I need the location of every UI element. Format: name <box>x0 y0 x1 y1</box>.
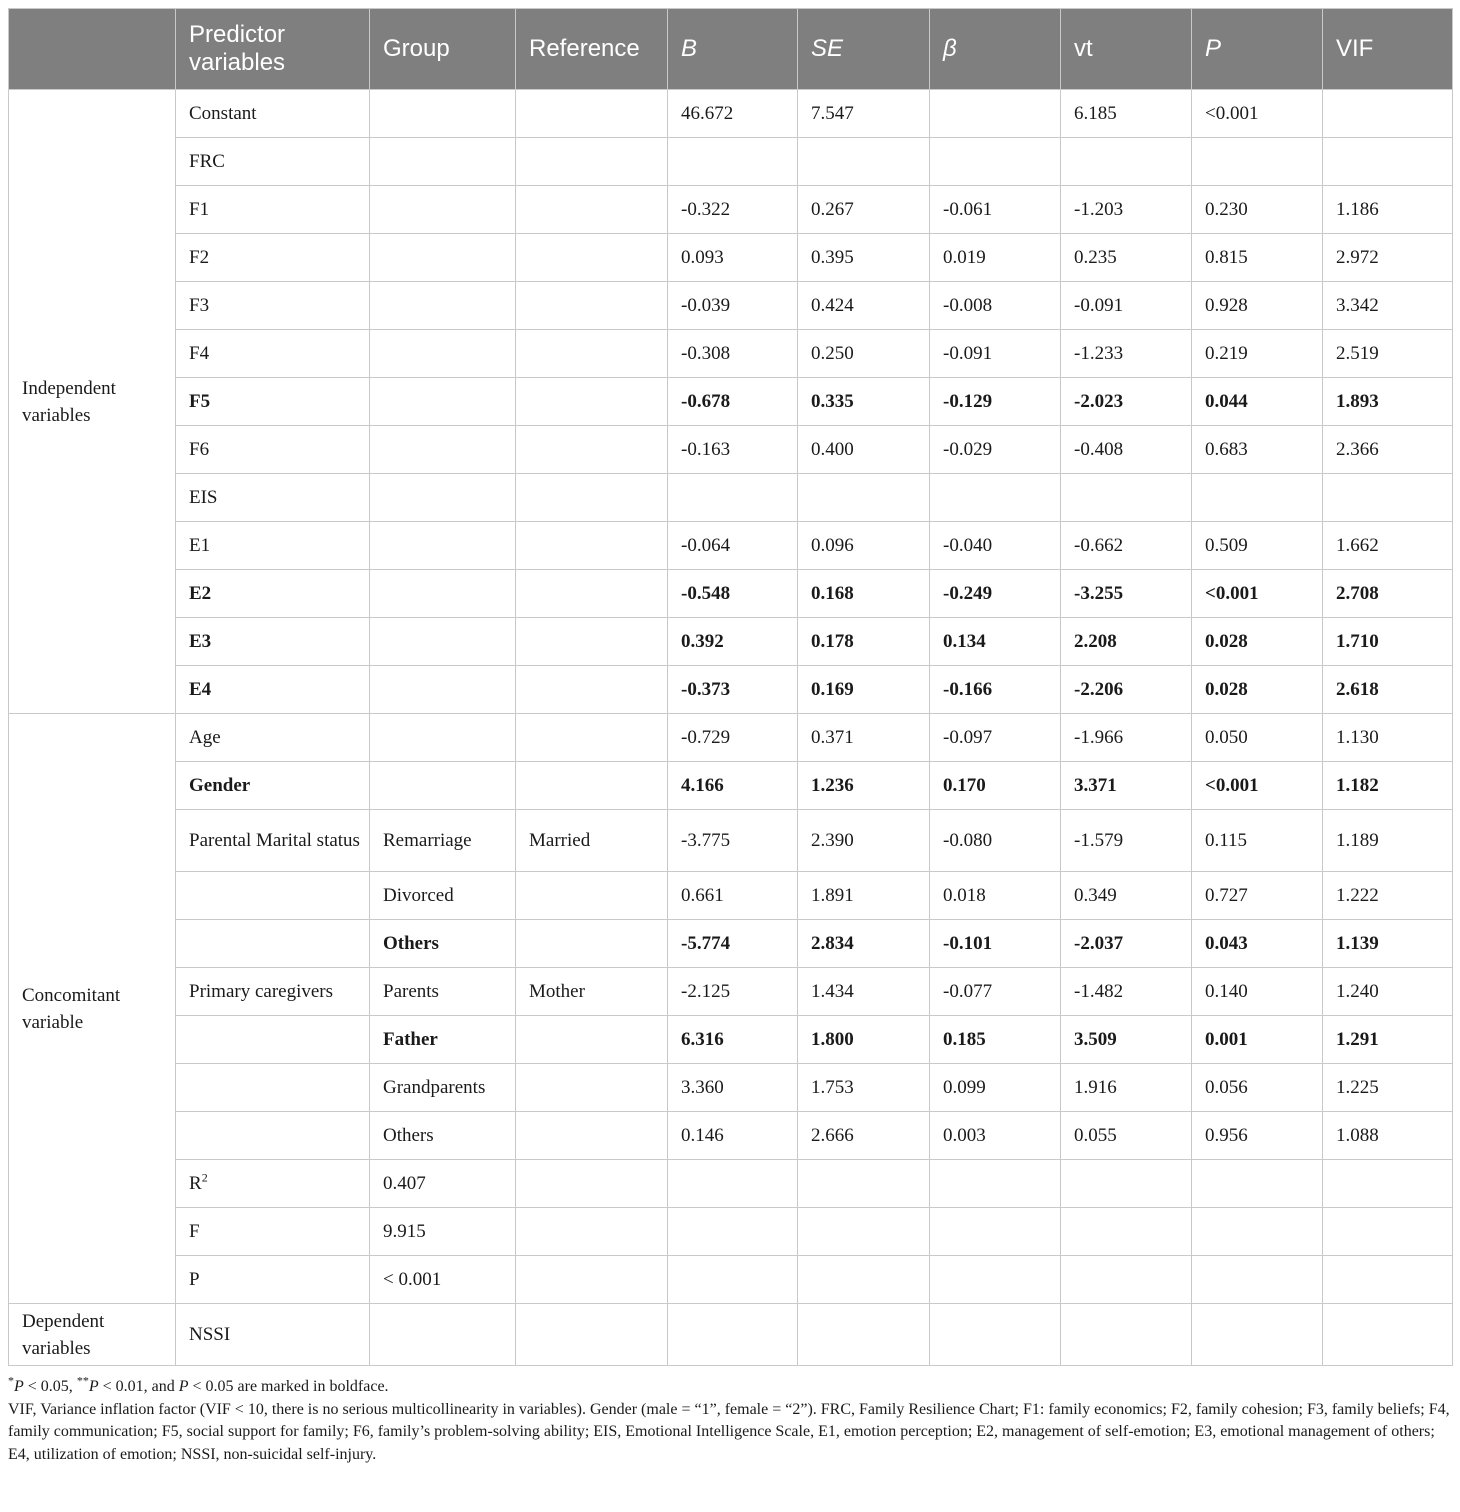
cell-b: -0.322 <box>668 186 798 234</box>
cell-b: -0.548 <box>668 570 798 618</box>
table-row <box>9 1064 1453 1112</box>
group-label-dependent: Dependent variables <box>9 1304 176 1366</box>
cell-predictor: F6 <box>176 426 370 474</box>
cell-vt: 0.055 <box>1061 1112 1192 1160</box>
table-row <box>9 968 1453 1016</box>
cell-group <box>370 666 516 714</box>
cell-vif: 3.342 <box>1323 282 1453 330</box>
cell-reference <box>516 234 668 282</box>
cell-reference <box>516 378 668 426</box>
cell-se: 0.096 <box>798 522 930 570</box>
cell-p: 0.928 <box>1192 282 1323 330</box>
cell-vif <box>1323 474 1453 522</box>
header-cell-blank <box>9 9 176 90</box>
cell-se: 2.666 <box>798 1112 930 1160</box>
cell-b: -0.678 <box>668 378 798 426</box>
cell-predictor: NSSI <box>176 1304 370 1366</box>
cell-reference <box>516 522 668 570</box>
cell-vif: 2.972 <box>1323 234 1453 282</box>
cell-predictor: EIS <box>176 474 370 522</box>
cell-beta: -0.008 <box>930 282 1061 330</box>
cell-beta <box>930 138 1061 186</box>
cell-group <box>370 234 516 282</box>
cell-se: 1.434 <box>798 968 930 1016</box>
cell-beta: -0.097 <box>930 714 1061 762</box>
cell-predictor <box>176 1064 370 1112</box>
cell-b <box>668 1208 798 1256</box>
cell-p: 0.727 <box>1192 872 1323 920</box>
cell-vif: 2.708 <box>1323 570 1453 618</box>
cell-beta: 0.018 <box>930 872 1061 920</box>
footnote-star-2: ** <box>76 1373 89 1388</box>
cell-predictor: E3 <box>176 618 370 666</box>
cell-se: 0.250 <box>798 330 930 378</box>
cell-vt: -1.482 <box>1061 968 1192 1016</box>
cell-p: 0.815 <box>1192 234 1323 282</box>
cell-vt: -0.091 <box>1061 282 1192 330</box>
cell-b: 0.146 <box>668 1112 798 1160</box>
cell-p: 0.683 <box>1192 426 1323 474</box>
table-row <box>9 90 1453 138</box>
table-row <box>9 1016 1453 1064</box>
cell-se: 1.800 <box>798 1016 930 1064</box>
cell-predictor <box>176 1112 370 1160</box>
cell-vt: -1.966 <box>1061 714 1192 762</box>
cell-vif: 1.291 <box>1323 1016 1453 1064</box>
footnote-p-2: P <box>88 1378 99 1395</box>
cell-p: 0.028 <box>1192 666 1323 714</box>
cell-group <box>370 762 516 810</box>
group-label-concomitant: Concomitant variable <box>9 714 176 1304</box>
cell-p: 0.044 <box>1192 378 1323 426</box>
cell-beta: -0.080 <box>930 810 1061 872</box>
cell-beta: 0.185 <box>930 1016 1061 1064</box>
cell-beta <box>930 1256 1061 1304</box>
cell-beta: -0.029 <box>930 426 1061 474</box>
cell-group <box>370 1304 516 1366</box>
cell-group: Grandparents <box>370 1064 516 1112</box>
cell-predictor <box>176 872 370 920</box>
cell-se: 0.400 <box>798 426 930 474</box>
regression-table <box>8 8 1453 1366</box>
cell-se: 1.236 <box>798 762 930 810</box>
cell-se <box>798 1304 930 1366</box>
cell-beta: 0.019 <box>930 234 1061 282</box>
cell-se: 1.753 <box>798 1064 930 1112</box>
cell-b: 0.093 <box>668 234 798 282</box>
cell-reference <box>516 90 668 138</box>
cell-vt: 1.916 <box>1061 1064 1192 1112</box>
cell-b <box>668 1160 798 1208</box>
cell-group <box>370 618 516 666</box>
cell-se: 0.169 <box>798 666 930 714</box>
cell-group: Divorced <box>370 872 516 920</box>
cell-vif <box>1323 90 1453 138</box>
cell-p: 0.056 <box>1192 1064 1323 1112</box>
cell-beta: -0.129 <box>930 378 1061 426</box>
cell-se <box>798 474 930 522</box>
cell-p: <0.001 <box>1192 762 1323 810</box>
cell-vt <box>1061 1160 1192 1208</box>
cell-p: 0.230 <box>1192 186 1323 234</box>
cell-b: 3.360 <box>668 1064 798 1112</box>
cell-predictor: E1 <box>176 522 370 570</box>
cell-se: 0.395 <box>798 234 930 282</box>
cell-p <box>1192 1208 1323 1256</box>
cell-reference <box>516 714 668 762</box>
cell-group <box>370 522 516 570</box>
cell-b: -0.039 <box>668 282 798 330</box>
cell-se: 0.168 <box>798 570 930 618</box>
cell-se: 0.424 <box>798 282 930 330</box>
cell-group <box>370 90 516 138</box>
cell-vif: 1.130 <box>1323 714 1453 762</box>
cell-vt: 0.235 <box>1061 234 1192 282</box>
cell-reference <box>516 186 668 234</box>
cell-reference <box>516 1112 668 1160</box>
table-row <box>9 330 1453 378</box>
cell-reference <box>516 1256 668 1304</box>
footnote-p-3: P <box>178 1378 189 1395</box>
cell-predictor: FRC <box>176 138 370 186</box>
header-cell-reference: Reference <box>516 9 668 90</box>
cell-vt: -2.037 <box>1061 920 1192 968</box>
cell-reference <box>516 426 668 474</box>
cell-vif <box>1323 1208 1453 1256</box>
cell-se: 0.267 <box>798 186 930 234</box>
cell-vt: 2.208 <box>1061 618 1192 666</box>
table-row <box>9 570 1453 618</box>
cell-group <box>370 282 516 330</box>
cell-vt: -1.579 <box>1061 810 1192 872</box>
cell-se: 7.547 <box>798 90 930 138</box>
table-row <box>9 378 1453 426</box>
cell-p: 0.219 <box>1192 330 1323 378</box>
cell-se <box>798 1256 930 1304</box>
cell-vt: -1.233 <box>1061 330 1192 378</box>
cell-vif: 1.139 <box>1323 920 1453 968</box>
cell-reference <box>516 762 668 810</box>
cell-reference: Married <box>516 810 668 872</box>
cell-predictor: F <box>176 1208 370 1256</box>
cell-reference <box>516 282 668 330</box>
cell-beta: -0.101 <box>930 920 1061 968</box>
table-row <box>9 234 1453 282</box>
cell-reference <box>516 1208 668 1256</box>
header-cell-p: P <box>1192 9 1323 90</box>
table-row <box>9 138 1453 186</box>
cell-reference <box>516 1160 668 1208</box>
table-row <box>9 762 1453 810</box>
cell-vif: 2.519 <box>1323 330 1453 378</box>
cell-vif: 2.618 <box>1323 666 1453 714</box>
cell-p: 0.956 <box>1192 1112 1323 1160</box>
header-cell-se: SE <box>798 9 930 90</box>
footnote-significance <box>8 1373 1452 1399</box>
table-row <box>9 474 1453 522</box>
cell-predictor <box>176 1016 370 1064</box>
table-row <box>9 618 1453 666</box>
cell-se: 1.891 <box>798 872 930 920</box>
cell-vt <box>1061 474 1192 522</box>
cell-vt: 6.185 <box>1061 90 1192 138</box>
cell-vif: 1.186 <box>1323 186 1453 234</box>
cell-predictor: Gender <box>176 762 370 810</box>
cell-group <box>370 186 516 234</box>
cell-p <box>1192 138 1323 186</box>
cell-p: 0.001 <box>1192 1016 1323 1064</box>
cell-predictor: F1 <box>176 186 370 234</box>
cell-se: 2.390 <box>798 810 930 872</box>
cell-predictor: Age <box>176 714 370 762</box>
cell-p: 0.509 <box>1192 522 1323 570</box>
cell-b: -3.775 <box>668 810 798 872</box>
cell-reference <box>516 1016 668 1064</box>
cell-beta: 0.003 <box>930 1112 1061 1160</box>
cell-p: 0.050 <box>1192 714 1323 762</box>
cell-predictor: Primary caregivers <box>176 968 370 1016</box>
cell-group <box>370 426 516 474</box>
cell-reference <box>516 872 668 920</box>
cell-group <box>370 138 516 186</box>
header-cell-b: B <box>668 9 798 90</box>
cell-beta <box>930 474 1061 522</box>
cell-reference <box>516 666 668 714</box>
table-row <box>9 1304 1453 1366</box>
cell-vt: -1.203 <box>1061 186 1192 234</box>
footnote-abbreviations: VIF, Variance inflation factor (VIF < 10, there is no serious multicollinearity in variables). Gender (male = “1”, female = “2”). FRC, Family Resilience Chart; F1: family economics; F2, family cohesion; F3, family beliefs; F4, family communication; F5, social support for family; F6, family’s problem-solving ability; EIS, Emotional Intelligence Scale, E1, emotion perception; E2, management of self-emotion; E3, emotional management of others; E4, utilization of emotion; NSSI, non-suicidal self-injury. <box>8 1400 1450 1463</box>
cell-p: 0.028 <box>1192 618 1323 666</box>
cell-predictor: F2 <box>176 234 370 282</box>
cell-reference: Mother <box>516 968 668 1016</box>
cell-reference <box>516 474 668 522</box>
header-cell-group: Group <box>370 9 516 90</box>
cell-vt <box>1061 1256 1192 1304</box>
cell-beta: -0.077 <box>930 968 1061 1016</box>
cell-predictor <box>176 1160 370 1208</box>
cell-beta: -0.249 <box>930 570 1061 618</box>
cell-group <box>370 330 516 378</box>
cell-predictor: E2 <box>176 570 370 618</box>
footnote-star-1: * <box>8 1373 14 1388</box>
cell-b: -0.308 <box>668 330 798 378</box>
table-row <box>9 186 1453 234</box>
cell-predictor: F5 <box>176 378 370 426</box>
cell-p <box>1192 1256 1323 1304</box>
cell-se <box>798 1160 930 1208</box>
r-squared-superscript: 2 <box>201 1170 208 1185</box>
table-row <box>9 1160 1453 1208</box>
table-row <box>9 522 1453 570</box>
cell-b: -2.125 <box>668 968 798 1016</box>
cell-group: Parents <box>370 968 516 1016</box>
cell-reference <box>516 570 668 618</box>
cell-b <box>668 1304 798 1366</box>
cell-predictor: P <box>176 1256 370 1304</box>
cell-vt: 0.349 <box>1061 872 1192 920</box>
cell-p: 0.115 <box>1192 810 1323 872</box>
cell-se: 0.178 <box>798 618 930 666</box>
footnote-text-1: < 0.05, <box>23 1378 77 1395</box>
cell-vif: 2.366 <box>1323 426 1453 474</box>
regression-table-container <box>8 8 1452 1466</box>
cell-p <box>1192 1304 1323 1366</box>
cell-beta: -0.040 <box>930 522 1061 570</box>
cell-reference <box>516 330 668 378</box>
cell-reference <box>516 618 668 666</box>
cell-b: -0.373 <box>668 666 798 714</box>
cell-group: Others <box>370 1112 516 1160</box>
cell-beta <box>930 1208 1061 1256</box>
table-row <box>9 1256 1453 1304</box>
cell-vif: 1.222 <box>1323 872 1453 920</box>
cell-beta <box>930 1160 1061 1208</box>
cell-p: <0.001 <box>1192 90 1323 138</box>
cell-vif: 1.182 <box>1323 762 1453 810</box>
cell-vif: 1.710 <box>1323 618 1453 666</box>
footnote-text-3: < 0.05 are marked in boldface. <box>188 1378 389 1395</box>
cell-b: 6.316 <box>668 1016 798 1064</box>
cell-vt <box>1061 138 1192 186</box>
table-row <box>9 282 1453 330</box>
cell-beta <box>930 90 1061 138</box>
cell-p <box>1192 474 1323 522</box>
header-cell-predictor: Predictor variables <box>176 9 370 90</box>
cell-beta: 0.099 <box>930 1064 1061 1112</box>
cell-b: -0.163 <box>668 426 798 474</box>
table-row <box>9 1208 1453 1256</box>
cell-vt: 3.371 <box>1061 762 1192 810</box>
footnote-text-2: < 0.01, and <box>98 1378 179 1395</box>
cell-beta: -0.091 <box>930 330 1061 378</box>
table-footnotes <box>8 1373 1452 1466</box>
cell-vt: -0.662 <box>1061 522 1192 570</box>
cell-vt <box>1061 1208 1192 1256</box>
cell-beta: 0.134 <box>930 618 1061 666</box>
table-row <box>9 872 1453 920</box>
cell-group: Others <box>370 920 516 968</box>
cell-se: 0.335 <box>798 378 930 426</box>
cell-group: Remarriage <box>370 810 516 872</box>
cell-group: 0.407 <box>370 1160 516 1208</box>
cell-vif <box>1323 138 1453 186</box>
header-cell-beta: β <box>930 9 1061 90</box>
cell-reference <box>516 1064 668 1112</box>
cell-predictor: Parental Marital status <box>176 810 370 872</box>
cell-b: 0.661 <box>668 872 798 920</box>
cell-vif: 1.240 <box>1323 968 1453 1016</box>
cell-vt: 3.509 <box>1061 1016 1192 1064</box>
cell-reference <box>516 920 668 968</box>
header-cell-vt: vt <box>1061 9 1192 90</box>
header-row <box>9 9 1453 90</box>
table-row <box>9 714 1453 762</box>
cell-b <box>668 138 798 186</box>
cell-vif: 1.189 <box>1323 810 1453 872</box>
cell-group <box>370 474 516 522</box>
cell-predictor: F4 <box>176 330 370 378</box>
group-label-independent: Independent variables <box>9 90 176 714</box>
r-squared-label: R <box>189 1173 202 1194</box>
cell-b: -5.774 <box>668 920 798 968</box>
cell-group: Father <box>370 1016 516 1064</box>
cell-reference <box>516 138 668 186</box>
cell-vif: 1.662 <box>1323 522 1453 570</box>
cell-se <box>798 1208 930 1256</box>
cell-vt: -2.023 <box>1061 378 1192 426</box>
cell-vif: 1.225 <box>1323 1064 1453 1112</box>
cell-se: 0.371 <box>798 714 930 762</box>
cell-vif: 1.088 <box>1323 1112 1453 1160</box>
cell-b: -0.729 <box>668 714 798 762</box>
cell-p <box>1192 1160 1323 1208</box>
cell-vt <box>1061 1304 1192 1366</box>
cell-beta <box>930 1304 1061 1366</box>
cell-vt: -2.206 <box>1061 666 1192 714</box>
cell-beta: 0.170 <box>930 762 1061 810</box>
cell-beta: -0.166 <box>930 666 1061 714</box>
cell-p: 0.043 <box>1192 920 1323 968</box>
header-cell-vif: VIF <box>1323 9 1453 90</box>
cell-vif <box>1323 1256 1453 1304</box>
footnote-p-1: P <box>14 1378 24 1395</box>
table-row <box>9 426 1453 474</box>
cell-group <box>370 378 516 426</box>
cell-group: 9.915 <box>370 1208 516 1256</box>
table-row <box>9 1112 1453 1160</box>
cell-group <box>370 714 516 762</box>
cell-b: 0.392 <box>668 618 798 666</box>
cell-group <box>370 570 516 618</box>
cell-vif: 1.893 <box>1323 378 1453 426</box>
cell-p: 0.140 <box>1192 968 1323 1016</box>
table-row <box>9 920 1453 968</box>
cell-b: 46.672 <box>668 90 798 138</box>
cell-se <box>798 138 930 186</box>
cell-b: -0.064 <box>668 522 798 570</box>
cell-vt: -3.255 <box>1061 570 1192 618</box>
cell-predictor: F3 <box>176 282 370 330</box>
cell-vif <box>1323 1160 1453 1208</box>
cell-beta: -0.061 <box>930 186 1061 234</box>
table-row <box>9 666 1453 714</box>
cell-b <box>668 474 798 522</box>
cell-vif <box>1323 1304 1453 1366</box>
cell-b <box>668 1256 798 1304</box>
cell-group: < 0.001 <box>370 1256 516 1304</box>
cell-reference <box>516 1304 668 1366</box>
cell-se: 2.834 <box>798 920 930 968</box>
cell-predictor: Constant <box>176 90 370 138</box>
cell-predictor <box>176 920 370 968</box>
cell-b: 4.166 <box>668 762 798 810</box>
table-row <box>9 810 1453 872</box>
cell-p: <0.001 <box>1192 570 1323 618</box>
cell-predictor: E4 <box>176 666 370 714</box>
cell-vt: -0.408 <box>1061 426 1192 474</box>
